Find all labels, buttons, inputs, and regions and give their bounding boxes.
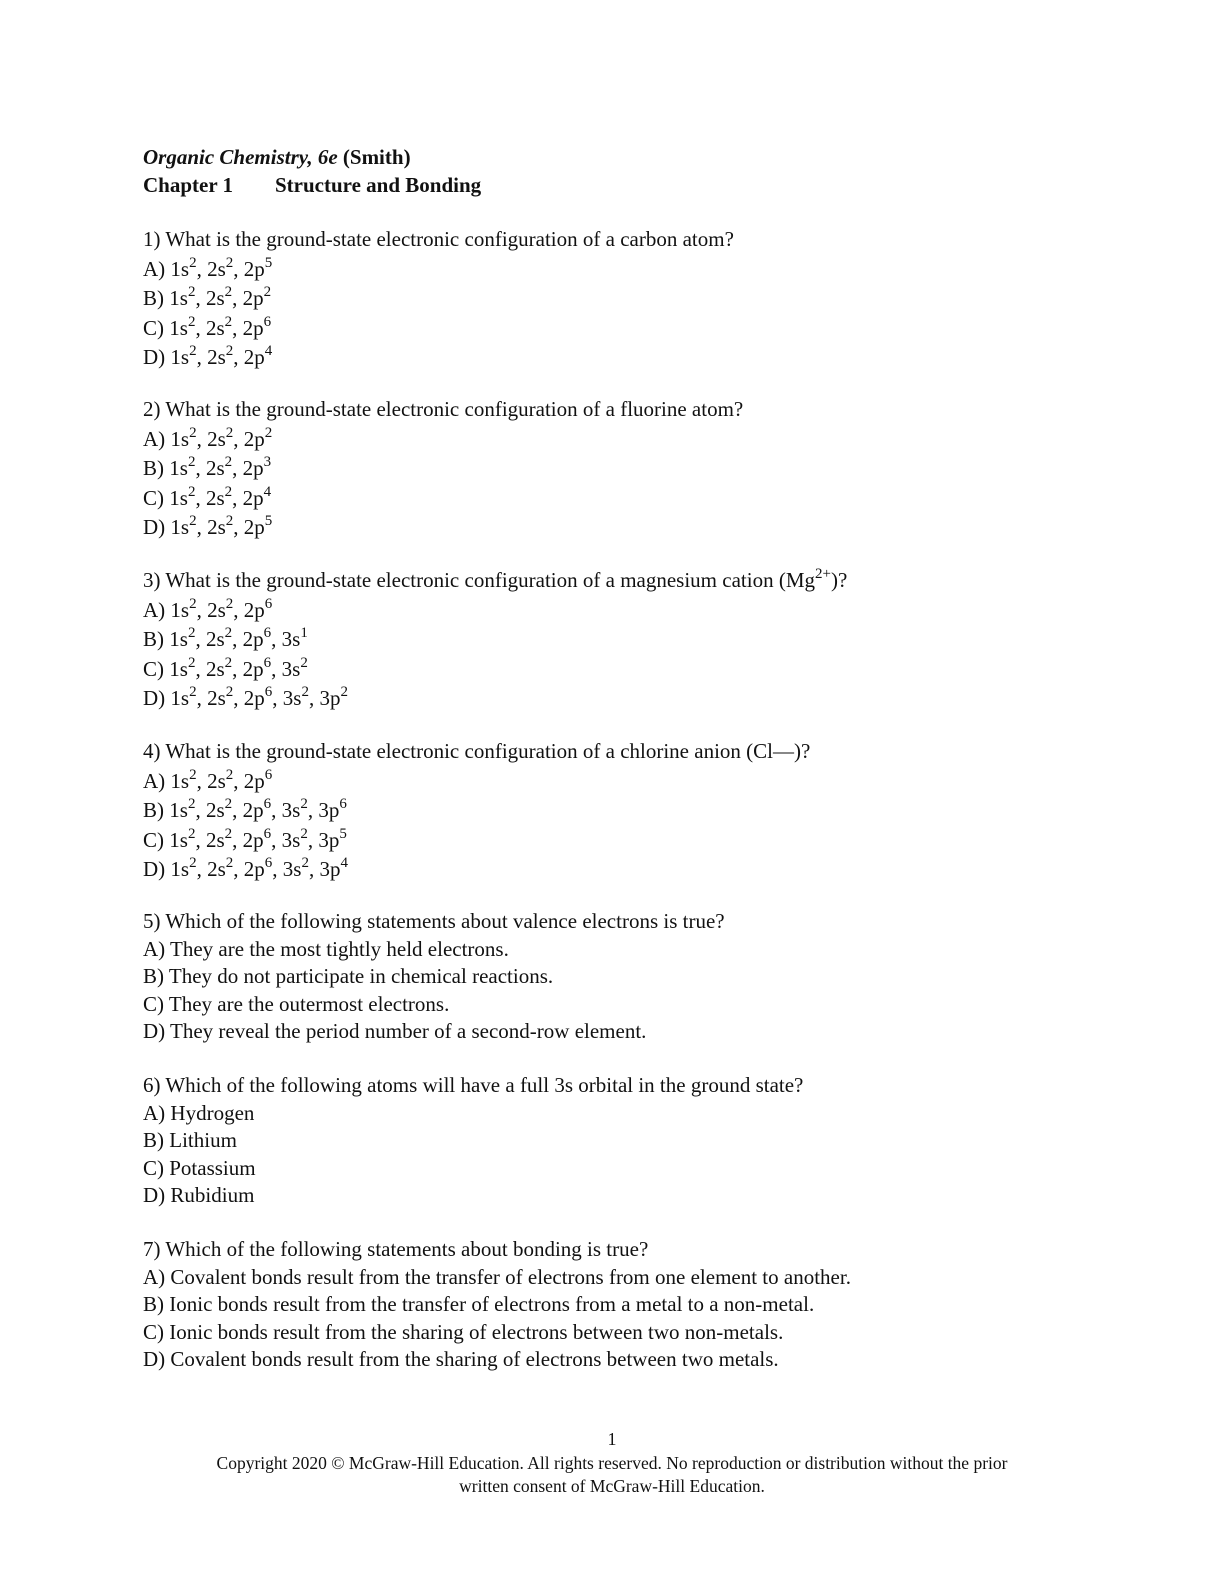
answer-option-c: C) They are the outermost electrons. xyxy=(143,991,450,1016)
book-author: (Smith) xyxy=(342,145,411,169)
answer-option-b: B) Ionic bonds result from the transfer of electrons from a metal to a non-metal. xyxy=(143,1292,815,1316)
answer-option-b: B) Lithium xyxy=(143,1128,237,1152)
document-header xyxy=(143,143,481,199)
answer-option-c: C) Potassium xyxy=(143,1155,256,1180)
book-title-line xyxy=(143,143,481,171)
answer-option-c: C) $1s^2$, $2s^2$, $2p^6$, $3s^2$ xyxy=(143,654,308,681)
page-number: 1 xyxy=(607,1429,617,1449)
answer-option-d: D) $1s^2$, $2s^2$, $2p^5$ xyxy=(143,513,273,539)
question-stem: 5) Which of the following statements about valence electrons is true? xyxy=(143,909,725,933)
answer-option-d: D) $1s^2$, $2s^2$, $2p^4$ xyxy=(143,343,273,369)
answer-option-a: A) $1s^2$, $2s^2$, $2p^6$ xyxy=(143,766,273,793)
question-3 xyxy=(143,566,847,714)
answer-option-c: C) $1s^2$, $2s^2$, $2p^6$ xyxy=(143,313,272,340)
answer-option-a: A) $1s^2$, $2s^2$, $2p^5$ xyxy=(143,254,273,281)
answer-option-a: A) $1s^2$, $2s^2$, $2p^2$ xyxy=(143,424,273,451)
answer-option-d: D) Covalent bonds result from the sharing of electrons between two metals. xyxy=(143,1347,779,1371)
question-stem: 7) Which of the following statements about bonding is true? xyxy=(143,1237,649,1261)
answer-option-c: C) $1s^2$, $2s^2$, $2p^4$ xyxy=(143,483,272,510)
chapter-number: Chapter 1 xyxy=(143,173,234,197)
answer-option-b: B) They do not participate in chemical reactions. xyxy=(143,964,554,988)
chapter-title: Structure and Bonding xyxy=(275,173,482,197)
answer-option-b: B) $1s^2$, $2s^2$, $2p^6$, $3s^1$ xyxy=(143,625,308,651)
question-stem: 6) Which of the following atoms will have a full 3s orbital in the ground state? xyxy=(143,1073,804,1097)
answer-option-c: C) Ionic bonds result from the sharing of electrons between two non-metals. xyxy=(143,1319,784,1344)
question-stem: 4) What is the ground-state electronic configuration of a chlorine anion (Cl—)? xyxy=(143,739,811,763)
copyright-line-2: written consent of McGraw-Hill Education. xyxy=(459,1476,765,1496)
answer-option-a: A) $1s^2$, $2s^2$, $2p^6$ xyxy=(143,595,273,622)
answer-option-d: D) Rubidium xyxy=(143,1183,255,1207)
question-stem: 3) What is the ground-state electronic configuration of a magnesium cation $(Mg^{2+})$? xyxy=(143,566,848,592)
answer-option-b: B) $1s^2$, $2s^2$, $2p^2$ xyxy=(143,284,272,310)
question-6 xyxy=(143,1072,803,1210)
question-1 xyxy=(143,225,734,373)
answer-option-a: A) Covalent bonds result from the transfer of electrons from one element to another. xyxy=(143,1264,851,1289)
answer-option-d: D) $1s^2$, $2s^2$, $2p^6$, $3s^2$, $3p^4$ xyxy=(143,855,348,881)
page-footer xyxy=(0,1428,1224,1499)
book-title: Organic Chemistry, 6e xyxy=(143,145,338,169)
answer-option-a: A) They are the most tightly held electrons. xyxy=(143,936,509,961)
question-stem: 2) What is the ground-state electronic configuration of a fluorine atom? xyxy=(143,397,744,421)
answer-option-a: A) Hydrogen xyxy=(143,1100,255,1125)
answer-option-d: D) $1s^2$, $2s^2$, $2p^6$, $3s^2$, $3p^2$ xyxy=(143,684,348,710)
question-stem: 1) What is the ground-state electronic configuration of a carbon atom? xyxy=(143,227,734,251)
question-4 xyxy=(143,737,810,885)
chapter-line xyxy=(143,171,481,199)
copyright-line-1: Copyright 2020 © McGraw-Hill Education. All rights reserved. No reproduction or distribution without the prior xyxy=(216,1452,1008,1473)
answer-option-b: B) $1s^2$, $2s^2$, $2p^6$, $3s^2$, $3p^6$ xyxy=(143,796,347,822)
answer-option-b: B) $1s^2$, $2s^2$, $2p^3$ xyxy=(143,454,272,480)
answer-option-c: C) $1s^2$, $2s^2$, $2p^6$, $3s^2$, $3p^5$ xyxy=(143,825,347,852)
question-7 xyxy=(143,1236,851,1374)
answer-option-d: D) They reveal the period number of a second-row element. xyxy=(143,1019,647,1043)
question-5 xyxy=(143,908,725,1046)
question-2 xyxy=(143,395,743,543)
